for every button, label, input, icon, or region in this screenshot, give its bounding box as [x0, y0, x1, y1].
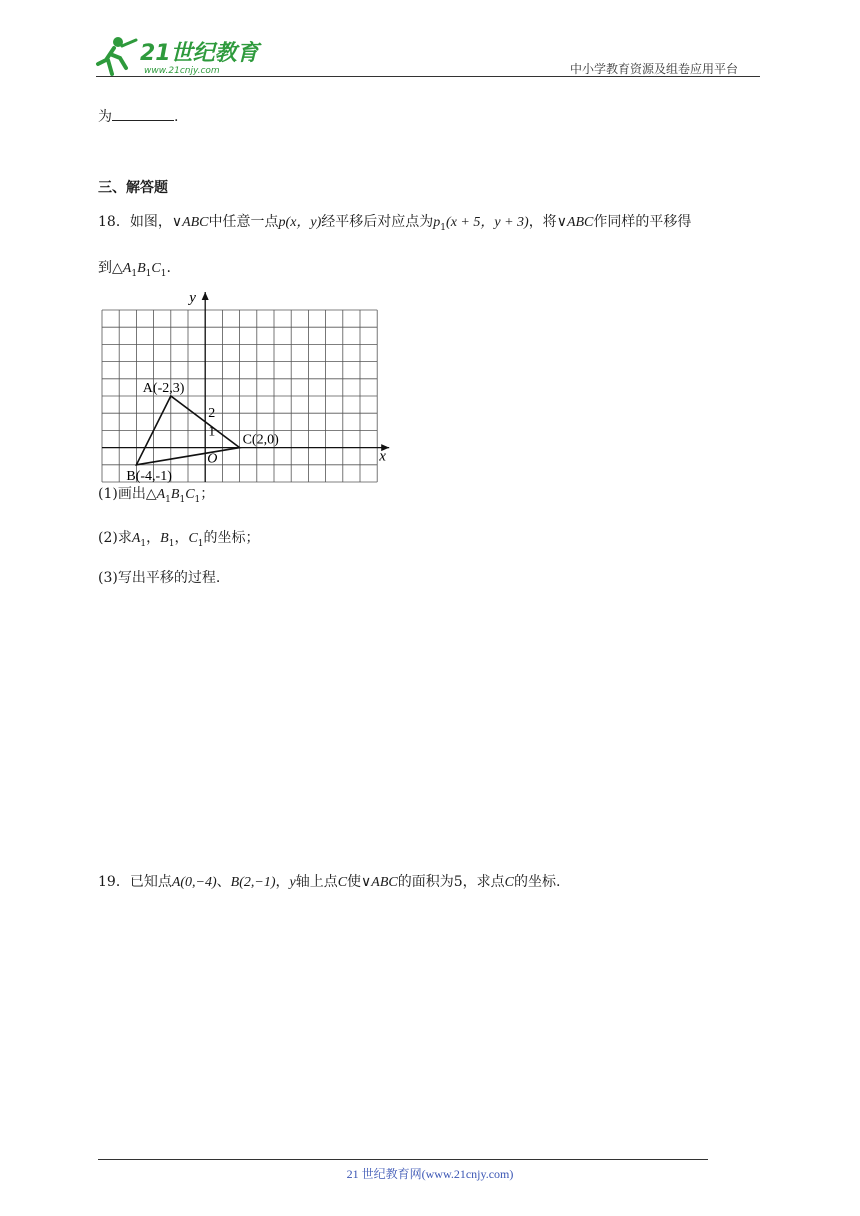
q19-text: 19．已知点A(0,−4)、B(2,−1)，y轴上点C使∨ABC的面积为5，求点C的坐标.	[98, 874, 561, 890]
answer-blank[interactable]	[112, 106, 174, 121]
point-c-label: C(2,0)	[242, 432, 279, 448]
point-b-label: B(-4,-1)	[126, 468, 172, 484]
section-title: 三、解答题	[98, 180, 168, 196]
y-axis-label: y	[189, 290, 196, 306]
q18-part3: (3)写出平移的过程.	[98, 570, 221, 586]
q18-part2: (2)求$A_1$，$B_1$，$C_1$的坐标；	[98, 530, 260, 549]
logo-text: 21世纪教育	[140, 41, 259, 66]
site-logo	[96, 34, 266, 78]
x-axis-label: x	[379, 448, 386, 465]
prev-question-tail: 为 .	[98, 106, 178, 127]
origin-label: O	[207, 451, 218, 467]
tick-label-2: 2	[208, 406, 216, 422]
coordinate-grid-figure	[100, 288, 386, 484]
platform-name: 中小学教育资源及组卷应用平台	[570, 62, 739, 76]
q18-part1: (1)画出$\triangle A_1B_1C_1$；	[98, 486, 215, 505]
runner-icon	[98, 37, 136, 74]
point-a-label: A(-2,3)	[142, 381, 185, 396]
y-axis-arrow-icon	[202, 292, 209, 300]
q18-line1: 18．如图，∨ABC中任意一点p(x，y)经平移后对应点为$p_1(x + 5$，y + 3)，将∨ABC作同样的平移得	[98, 214, 692, 233]
grid-lines	[102, 310, 377, 482]
footer-divider	[98, 1159, 708, 1160]
tick-label-1: 1	[208, 424, 216, 440]
q18-line2: 到$\triangle A_1B_1C_1$.	[98, 260, 171, 279]
logo-url: www.21cnjy.com	[144, 66, 220, 76]
header-divider	[96, 76, 760, 77]
footer-text: 21 世纪教育网(www.21cnjy.com)	[346, 1167, 514, 1181]
